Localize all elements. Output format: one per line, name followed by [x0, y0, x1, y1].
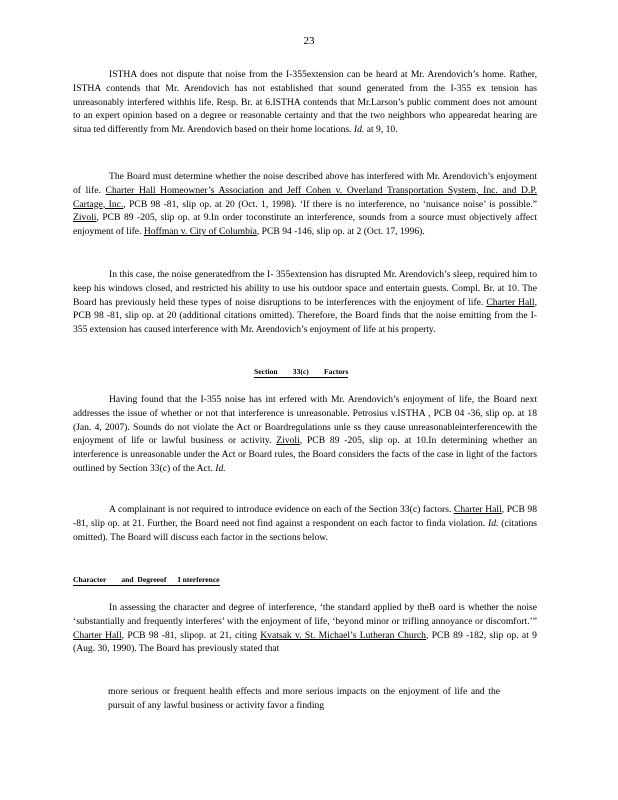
p3-text-a: In this case, the noise generatedfrom the I- 355extension has disrupted Mr. Arendovich’s sleep, required him to keep his windows closed, and restricted his ability to use his outdoor space and entertain guests. Compl. Br. at 10. The Board has previously held these types of noise disruptions to be interferences with the enjoyment of life. [73, 269, 537, 308]
block-quote: more serious or frequent health effects and more serious impacts on the enjoyment of life and the pursuit of any lawful business or activity favor a finding [108, 686, 500, 711]
p5-text-b: , PCB 98 -81, slip op. at 21. Further, the Board need not find against a respondent on each factor to finda violation. [73, 504, 537, 529]
section-heading: Section 33(c) Factors [254, 367, 349, 376]
p6-text-b: , PCB 98 -81, slipop. at 21, citing [121, 629, 257, 641]
p2-text-c: , PCB 89 -205, slip op. at 9.In order toconstitute an interference, sounds from a source must objectively affect enjoyment of life. [73, 212, 537, 238]
p2-text-a: The Board must determine whether the noise described above has interfered with Mr. Arendovich’s enjoyment of life. [73, 171, 537, 196]
id-cite: Id. [215, 462, 226, 474]
p5-text-a: A complainant is not required to introduce evidence on each of the Section 33(c) factors. [109, 504, 452, 515]
paragraph-2 [73, 170, 537, 239]
paragraph-5 [73, 503, 537, 544]
p1-cite: Id. [353, 124, 365, 136]
p2-text-b: , PCB 98 -81, slip op. at 20 (Oct. 1, 1998). ‘If there is no interference, no ‘nuisance noise’ is possible.” [123, 198, 537, 210]
case-citation: Charter Hall [73, 629, 122, 641]
p1-end: at 9, 10. [364, 124, 398, 136]
p1-text: ISTHA does not dispute that noise from the I-355extension can be heard at Mr. Arendovich’s home. Rather, ISTHA contends that Mr. Arendovich has not established that sound generated from the I-355 ex tension has unreasonably interfered withhis life. Resp. Br. at 6.ISTHA contends that Mr.Larson’s public comment does not amount to an expert opinion based on a degree or reasonable certainty and that the two neighbors who appearedat hearing are situa ted differently from Mr. Arendovich based on their home locations. [73, 69, 537, 136]
page-number: 23 [303, 35, 315, 47]
p5-text-c: (citations omitted). The Board will discuss each factor in the sections below. [73, 517, 537, 543]
case-citation: Zivoli [276, 435, 300, 447]
id-cite: Id. [488, 517, 499, 529]
p4-text-a: Having found that the I-355 noise has int erfered with Mr. Arendovich’s enjoyment of life, the Board next addresses the issue of whether or not that interference is unreasonable. Petrosius v.ISTHA , PCB 04 -36, slip op. at 18 (Jan. 4, 2007). Sounds do not violate the Act or Boardregulations unle ss they cause unreasonableinterferencewith the enjoyment of life or lawful business or activity. [73, 394, 537, 447]
case-citation: Kvatsak v. St. Michael’s Lutheran Church [260, 629, 426, 641]
paragraph-1 [73, 68, 537, 137]
p4-text-b: , PCB 89 -205, slip op. at 10.In determining whether an interference is unreasonable under the Act or Board rules, the Board considers the facts of the case in light of the factors outlined by Section 33(c) of the Act. [73, 435, 537, 474]
case-citation: Charter Hall [453, 504, 502, 515]
paragraph-6 [73, 601, 537, 656]
p3-text-b: , PCB 98 -81, slip op. at 20 (additional citations omitted). Therefore, the Board finds that the noise emitting from the I-355 extension has caused interference with Mr. Arendovich’s enjoyment of life at his property. [73, 296, 537, 336]
p2-text-d: , PCB 94 -146, slip op. at 2 (Oct. 17, 1996). [256, 226, 425, 238]
case-citation: Charter Hall [486, 296, 535, 308]
case-citation: Zivoli [73, 212, 97, 224]
p6-text-c: , PCB 89 -182, slip op. at 9 (Aug. 30, 1990). The Board has previously stated that [73, 629, 537, 655]
case-citation: Charter Hall Homeowner’s Association and Jeff Cohen v. Overland Transportation System, Inc. and D.P. Cartage, Inc. [73, 184, 538, 210]
p6-text-a: In assessing the character and degree of interference, ‘the standard applied by theB oard is whether the noise ‘substantially and frequently interferes’ with the enjoyment of life, ‘beyond minor or trifling annoyance or discomfort.’” [73, 602, 537, 627]
paragraph-4 [73, 393, 537, 476]
paragraph-3 [73, 268, 537, 337]
subsection-heading: Character and Degreeof I nterference [73, 575, 220, 584]
case-citation: Hoffman v. City of Columbia [143, 226, 257, 238]
